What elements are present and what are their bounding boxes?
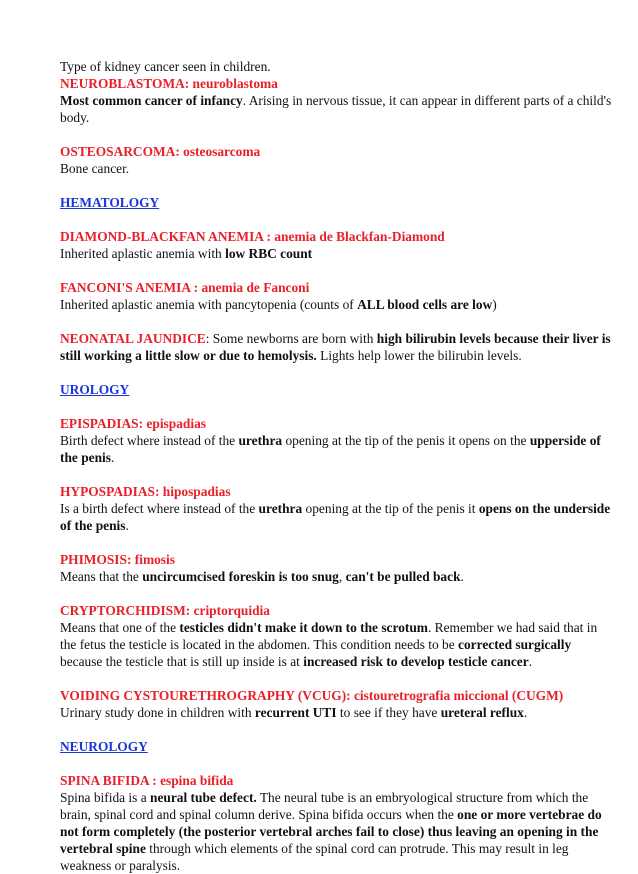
hypospadias-emphasis-3: of the penis (60, 518, 126, 533)
cryptorchidism-period: . (528, 654, 533, 669)
jaundice-emphasis-2: still working a little slow or due to hemolysis. (60, 348, 317, 363)
epispadias-emphasis: urethra (238, 433, 283, 448)
hypospadias-text-2: opening at the tip of the penis it (302, 501, 479, 516)
jaundice-text-2: Lights help lower the bilirubin levels. (316, 348, 522, 363)
cryptorchidism-heading: CRYPTORCHIDISM: criptorquidia (60, 603, 270, 618)
vcug-text: Urinary study done in children with (60, 705, 255, 720)
spina-text-2: The neural tube is an embryological structure from which the (256, 790, 589, 805)
vcug-period: . (523, 705, 528, 720)
neuroblastoma-line-2: body. (60, 110, 90, 125)
spina-bifida-line-1 (60, 789, 589, 806)
cryptorchidism-line-1 (60, 619, 598, 636)
cryptorchidism-line-2 (60, 636, 580, 653)
hypospadias-line-2 (60, 517, 580, 534)
phimosis-heading: PHIMOSIS: fimosis (60, 552, 175, 567)
epispadias-line-1 (60, 432, 601, 449)
hypospadias-period: . (125, 518, 129, 533)
neuroblastoma-heading: NEUROBLASTOMA: neuroblastoma (60, 76, 278, 91)
vcug-text-2: to see if they have (336, 705, 441, 720)
spina-emphasis-3: not form completely (the posterior vertebral arches fail to close) thus leaving an opening in the (60, 824, 599, 839)
epispadias-line-2 (60, 449, 580, 466)
spina-emphasis-2: one or more vertebrae do (457, 807, 602, 822)
spina-bifida-line-2 (60, 806, 602, 823)
jaundice-text: : Some newborns are born with (205, 331, 377, 346)
diamond-blackfan-line-1 (60, 245, 580, 262)
epispadias-emphasis-3: the penis (60, 450, 111, 465)
fanconi-heading: FANCONI'S ANEMIA : anemia de Fanconi (60, 280, 310, 295)
cryptorchidism-text-4: because the testicle that is still up inside is at (60, 654, 304, 669)
spina-text: Spina bifida is a (60, 790, 151, 805)
vcug-heading: VOIDING CYSTOURETHROGRAPHY (VCUG): cistouretrografia miccional (CUGM) (60, 688, 564, 703)
neuroblastoma-text: . Arising in nervous tissue, it can appear in different parts of a child's (242, 93, 612, 108)
vcug-line-1 (60, 704, 580, 721)
spina-text-3: brain, spinal cord and spinal column derive. Spina bifida occurs when the (60, 807, 458, 822)
cryptorchidism-emphasis-3: increased risk to develop testicle cancer (303, 654, 529, 669)
document-page (60, 58, 612, 874)
phimosis-text: Means that the (60, 569, 143, 584)
phimosis-line-1 (60, 568, 580, 585)
hypospadias-heading: HYPOSPADIAS: hipospadias (60, 484, 231, 499)
diamond-blackfan-heading: DIAMOND-BLACKFAN ANEMIA : anemia de Blackfan-Diamond (60, 229, 445, 244)
cryptorchidism-text-2: . Remember we had said that in (427, 620, 598, 635)
jaundice-heading: NEONATAL JAUNDICE (60, 331, 206, 346)
jaundice-emphasis: high bilirubin levels because their liver is (376, 331, 611, 346)
spina-bifida-heading: SPINA BIFIDA : espina bifida (60, 773, 234, 788)
diamond-emphasis: low RBC count (225, 246, 313, 261)
hypospadias-emphasis-2: opens on the underside (478, 501, 611, 516)
hypospadias-text: Is a birth defect where instead of the (60, 501, 259, 516)
epispadias-text: Birth defect where instead of the (60, 433, 239, 448)
spina-text-4: through which elements of the spinal cord can protrude. This may result in leg (145, 841, 569, 856)
phimosis-period: . (460, 569, 464, 584)
fanconi-emphasis: ALL blood cells are low (357, 297, 493, 312)
epispadias-heading: EPISPADIAS: epispadias (60, 416, 206, 431)
phimosis-emphasis-2: can't be pulled back (345, 569, 461, 584)
neurology-heading: NEUROLOGY (60, 739, 148, 754)
cryptorchidism-text-3: the fetus the testicle is located in the abdomen. This condition needs to be (60, 637, 459, 652)
hypospadias-line-1 (60, 500, 611, 517)
phimosis-emphasis: uncircumcised foreskin is too snug (142, 569, 339, 584)
neuroblastoma-emphasis: Most common cancer of infancy (60, 93, 243, 108)
epispadias-text-2: opening at the tip of the penis it opens on the (282, 433, 530, 448)
spina-bifida-line-4 (60, 840, 580, 857)
epispadias-emphasis-2: upperside of (529, 433, 601, 448)
vcug-emphasis-2: ureteral reflux (440, 705, 524, 720)
cryptorchidism-emphasis-2: corrected surgically (458, 637, 572, 652)
cryptorchidism-text: Means that one of the (60, 620, 180, 635)
jaundice-line-1 (60, 330, 611, 347)
vcug-emphasis: recurrent UTI (254, 705, 337, 720)
fanconi-text: Inherited aplastic anemia with pancytopenia (counts of (60, 297, 358, 312)
hematology-heading: HEMATOLOGY (60, 195, 160, 210)
phimosis-comma: , (338, 569, 346, 584)
jaundice-line-2 (60, 347, 580, 364)
osteosarcoma-heading: OSTEOSARCOMA: osteosarcoma (60, 144, 261, 159)
diamond-text: Inherited aplastic anemia with (60, 246, 226, 261)
osteosarcoma-line-1: Bone cancer. (60, 161, 130, 176)
epispadias-period: . (110, 450, 115, 465)
spina-emphasis-4: vertebral spine (60, 841, 146, 856)
neuroblastoma-intro: Type of kidney cancer seen in children. (60, 59, 271, 74)
cryptorchidism-line-3 (60, 653, 580, 670)
spina-emphasis: neural tube defect. (150, 790, 257, 805)
urology-heading: UROLOGY (60, 382, 130, 397)
fanconi-close: ) (492, 297, 497, 312)
neuroblastoma-line-1 (60, 92, 612, 109)
hypospadias-emphasis: urethra (258, 501, 303, 516)
cryptorchidism-emphasis: testicles didn't make it down to the scrotum (179, 620, 428, 635)
fanconi-line-1 (60, 296, 580, 313)
spina-bifida-line-5: weakness or paralysis. (60, 858, 181, 873)
